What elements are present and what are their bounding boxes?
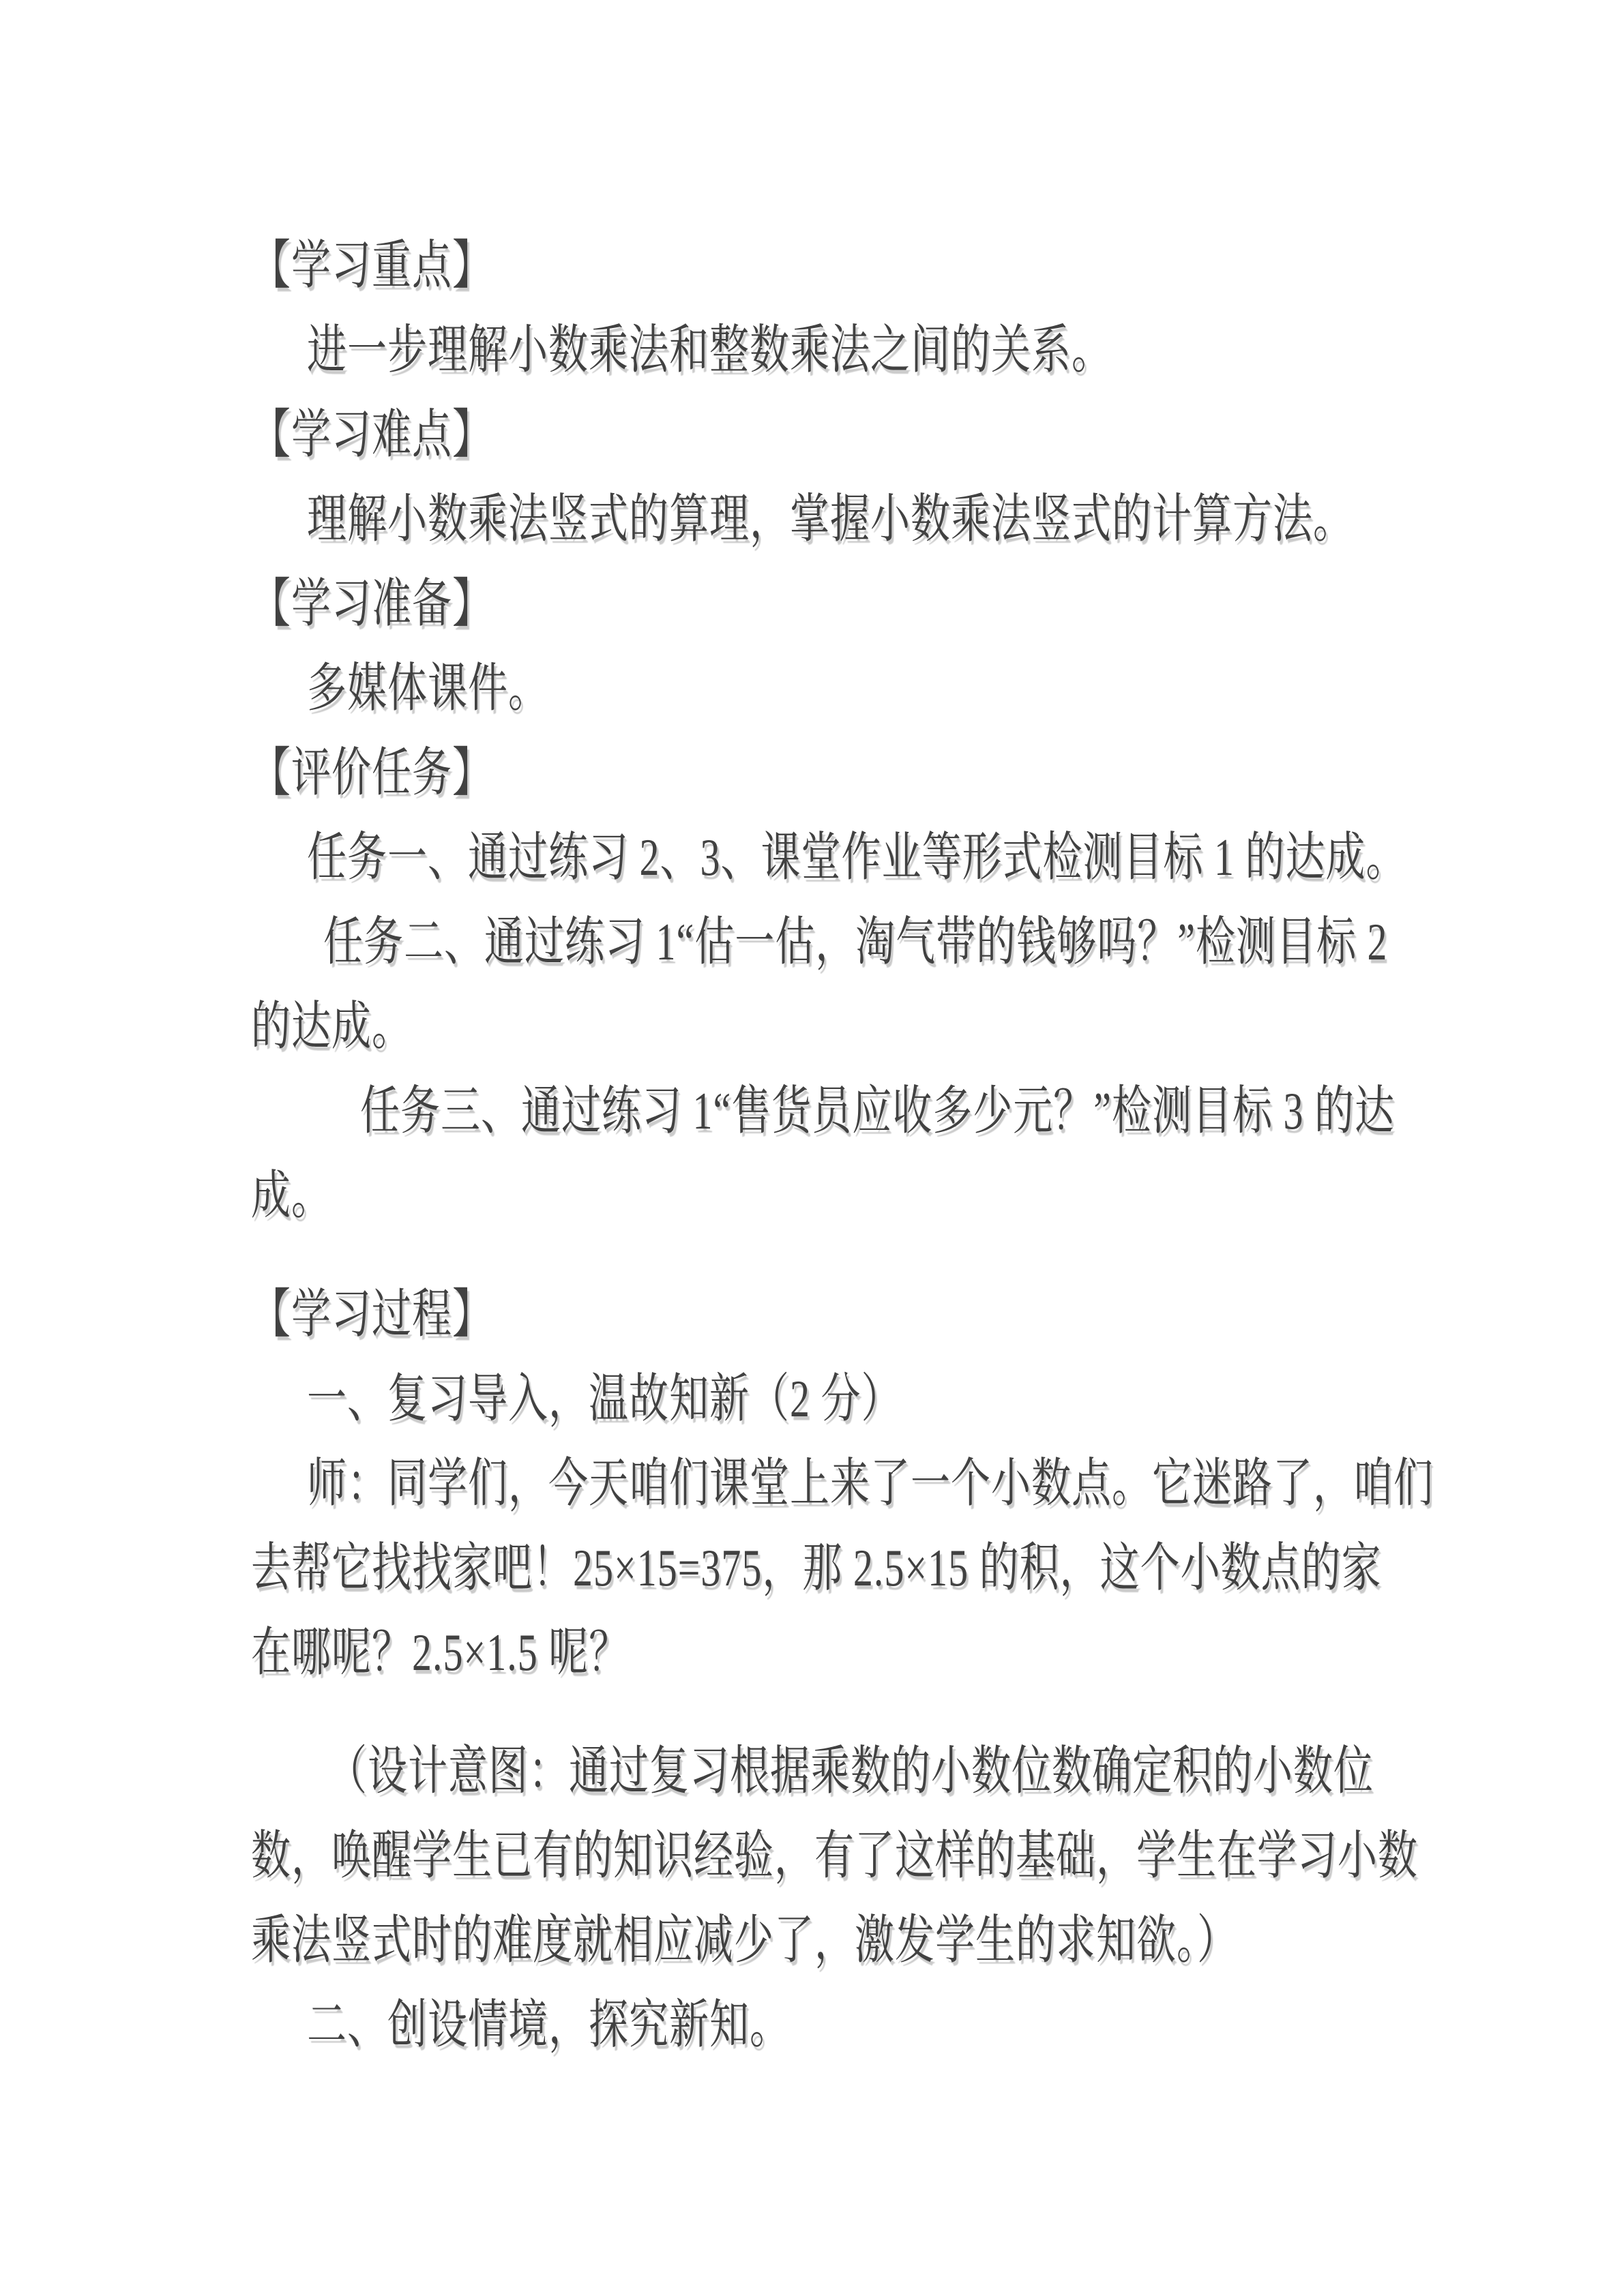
line-text: 一、复习导入，温故知新（2 分）: [307, 1369, 902, 1429]
line-text: 多媒体课件。: [307, 659, 549, 718]
line-text: 去帮它找找家吧！25×15=375，那 2.5×15 的积，这个小数点的家: [251, 1538, 1382, 1598]
line-text: 的达成。: [251, 997, 413, 1056]
line-text: 理解小数乘法竖式的算理，掌握小数乘法竖式的计算方法。: [307, 490, 1354, 549]
line-text: 任务三、通过练习 1“售货员应收多少元？”检测目标 3 的达: [360, 1082, 1395, 1141]
line-text: 进一步理解小数乘法和整数乘法之间的关系。: [307, 320, 1112, 380]
line-text: 【学习过程】: [251, 1285, 493, 1344]
line-section-2-title: [251, 1984, 1451, 2069]
line-text: 师：同学们，今天咱们课堂上来了一个小数点。它迷路了，咱们: [307, 1454, 1434, 1513]
line-text: 在哪呢？2.5×1.5 呢？: [251, 1623, 630, 1682]
line-task-3-part-2: [251, 1155, 1451, 1240]
line-text: 【学习准备】: [251, 574, 493, 633]
line-task-3-part-1: [251, 1071, 1451, 1155]
line-text: 任务一、通过练习 2、3、课堂作业等形式检测目标 1 的达成。: [307, 828, 1406, 887]
line-text: 数，唤醒学生已有的知识经验，有了这样的基础，学生在学习小数: [251, 1826, 1419, 1885]
lesson-plan-body: [251, 225, 1451, 2069]
line-text: 【学习重点】: [251, 236, 493, 295]
line-text: 二、创设情境，探究新知。: [307, 1995, 791, 2055]
line-text: （设计意图：通过复习根据乘数的小数位数确定积的小数位: [327, 1742, 1374, 1801]
line-text: 成。: [251, 1166, 332, 1225]
line-text: 【学习难点】: [251, 405, 493, 464]
line-text: 乘法竖式时的难度就相应减少了，激发学生的求知欲。）: [251, 1911, 1238, 1970]
line-text: 【评价任务】: [251, 743, 493, 803]
line-teacher-intro-3: [251, 1612, 1451, 1697]
line-text: 任务二、通过练习 1“估一估，淘气带的钱够吗？”检测目标 2: [323, 912, 1388, 972]
line-task-2-part-1: [251, 901, 1451, 986]
